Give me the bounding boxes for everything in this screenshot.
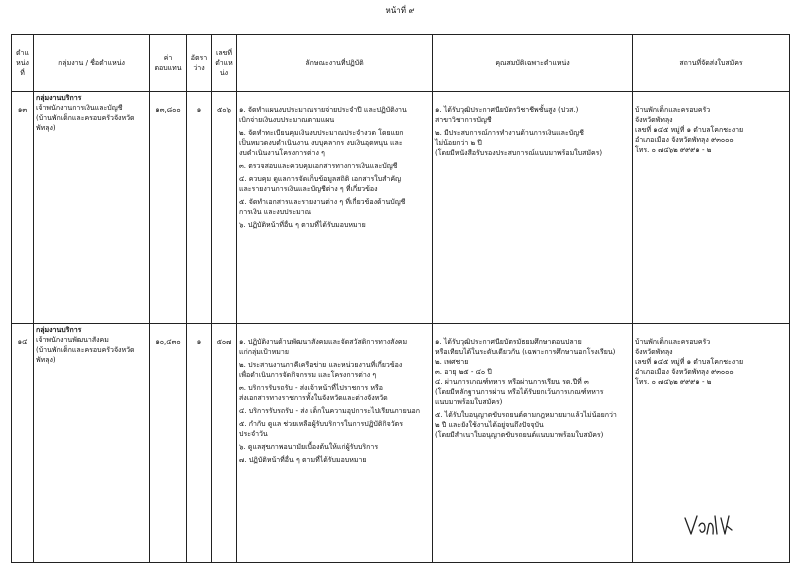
unit-name: (บ้านพักเด็กและครอบครัวจังหวัดพัทลุง) [36, 346, 135, 364]
duty-line: การเงิน และงบประมาณ [239, 208, 312, 216]
header-duties: ลักษณะงานที่ปฏิบัติ [237, 35, 433, 92]
table-row [12, 92, 790, 324]
quota-value: ๑ [196, 106, 202, 114]
header-quota: อัตราว่าง [187, 35, 212, 92]
duty-line: ๑. จัดทำแผนงบประมาณรายจ่ายประจำปี และปฏิบัติงาน [239, 106, 407, 114]
qualification-line: ๒. เพศชาย [435, 358, 469, 366]
salary-value: ๑๐,๔๓๐ [155, 338, 181, 346]
row-index-value: ๑๔ [17, 338, 28, 346]
duty-line: ๕. จัดทำเอกสารและรายงานต่าง ๆ ที่เกี่ยวข้องด้านบัญชี [239, 198, 406, 206]
address-line: จังหวัดพัทลุง [635, 116, 673, 124]
qualification-line: ๑. ได้รับวุฒิประกาศนียบัตรวิชาชีพชั้นสูง (ปวส.) [435, 106, 579, 114]
duty-line: เป็นหมวดงบดำเนินงาน งบบุคลากร งบเงินอุดหนุน และ [239, 139, 403, 147]
duty-line: แก่กลุ่มเป้าหมาย [239, 348, 289, 356]
address-line: อำเภอเมือง จังหวัดพัทลุง ๙๓๐๐๐ [635, 136, 734, 144]
position-no-value: ๕๐๗ [216, 338, 232, 346]
row-qualifications [433, 324, 633, 563]
duty-line: งบดำเนินงานโครงการต่าง ๆ [239, 149, 325, 157]
phone-line: โทร. ๐ ๗๔๖๒ ๙๙๙๑ - ๒ [635, 146, 712, 154]
qualification-line: สาขาวิชาการบัญชี [435, 116, 492, 124]
row-index-value: ๑๓ [17, 106, 28, 114]
qualification-line: ไม่น้อยกว่า ๒ ปี [435, 139, 482, 147]
qualification-line: แนบมาพร้อมใบสมัคร) [435, 398, 503, 406]
qualification-line: ๕. ได้รับใบอนุญาตขับรถยนต์ตามกฎหมายมาแล้วไม่น้อยกว่า [435, 411, 617, 419]
qualification-line: หรือเทียบได้ในระดับเดียวกัน (เฉพาะการศึกษานอกโรงเรียน) [435, 348, 616, 356]
row-salary [150, 324, 187, 563]
address-line: จังหวัดพัทลุง [635, 348, 673, 356]
row-group-position [34, 92, 150, 324]
row-quota [187, 92, 212, 324]
table-header-row [12, 35, 790, 92]
qualification-line: ๓. อายุ ๒๕ - ๔๐ ปี [435, 368, 492, 376]
qualification-line: (โดยมีหนังสือรับรองประสบการณ์แนบมาพร้อมใบสมัคร) [435, 149, 603, 157]
phone-line: โทร. ๐ ๗๔๖๒ ๙๙๙๑ - ๒ [635, 378, 712, 386]
duty-line: ๖. ดูแลสุขภาพอนามัยเบื้องต้นให้แก่ผู้รับบริการ [239, 443, 379, 451]
handwritten-signature [683, 512, 733, 538]
position-name: เจ้าพนักงานการเงินและบัญชี [36, 104, 123, 112]
duty-line: ๖. ปฏิบัติหน้าที่อื่น ๆ ตามที่ได้รับมอบหมาย [239, 221, 366, 229]
row-position-no [212, 92, 237, 324]
group-name: กลุ่มงานบริการ [36, 326, 82, 334]
duty-line: และรายงานการเงินและบัญชีต่าง ๆ ที่เกี่ยวข้อง [239, 185, 378, 193]
duty-line: ๕. กำกับ ดูแล ช่วยเหลือผู้รับบริการในการปฏิบัติกิจวัตร [239, 420, 403, 428]
duty-line: ๗. ปฏิบัติหน้าที่อื่น ๆ ตามที่ได้รับมอบหมาย [239, 456, 367, 464]
header-application-place: สถานที่จัดส่งใบสมัคร [633, 35, 790, 92]
duty-line: ๒. จัดทำทะเบียนคุมเงินงบประมาณประจำงวด โดยแยก [239, 129, 404, 137]
address-line: บ้านพักเด็กและครอบครัว [635, 338, 711, 346]
row-salary [150, 92, 187, 324]
qualification-line: ๑. ได้รับวุฒิประกาศนียบัตรมัธยมศึกษาตอนปลาย [435, 338, 582, 346]
group-name: กลุ่มงานบริการ [36, 94, 82, 102]
duty-line: ๒. ประสานงานภาคีเครือข่าย และหน่วยงานที่เกี่ยวข้อง [239, 361, 403, 369]
row-application-place [633, 92, 790, 324]
qualification-line: ๒ ปี และยังใช้งานได้อยู่จนถึงปัจจุบัน [435, 421, 544, 429]
header-index: ตำแหน่งที่ [12, 35, 34, 92]
row-position-no [212, 324, 237, 563]
qualification-line: ๔. ผ่านการเกณฑ์ทหาร หรือผ่านการเรียน รด.ปีที่ ๓ [435, 378, 589, 386]
address-line: บ้านพักเด็กและครอบครัว [635, 106, 711, 114]
salary-value: ๑๓,๘๐๐ [155, 106, 181, 114]
positions-table [11, 34, 790, 563]
quota-value: ๑ [196, 338, 202, 346]
row-duties [237, 324, 433, 563]
qualification-line: ๒. มีประสบการณ์การทำงานด้านการเงินและบัญชี [435, 129, 584, 137]
duty-line: ๓. ตรวจสอบและควบคุมเอกสารทางการเงินและบัญชี [239, 162, 398, 170]
unit-name: (บ้านพักเด็กและครอบครัวจังหวัดพัทลุง) [36, 114, 135, 132]
row-index [12, 324, 34, 563]
qualification-line: (โดยมีหลักฐานการผ่าน หรือได้รับยกเว้นการเกณฑ์ทหาร [435, 388, 604, 396]
address-line: อำเภอเมือง จังหวัดพัทลุง ๙๓๐๐๐ [635, 368, 734, 376]
header-position-no: เลขที่ตำแหน่ง [212, 35, 237, 92]
table-row [12, 324, 790, 563]
duty-line: ๑. ปฏิบัติงานด้านพัฒนาสังคมและจัดสวัสดิการทางสังคม [239, 338, 408, 346]
qualification-line: (โดยมีสำเนาใบอนุญาตขับรถยนต์แนบมาพร้อมใบสมัคร) [435, 431, 604, 439]
duty-line: ๔. ควบคุม ดูแลการจัดเก็บข้อมูลสถิติ เอกสารใบสำคัญ [239, 175, 402, 183]
row-qualifications [433, 92, 633, 324]
row-group-position [34, 324, 150, 563]
position-no-value: ๕๐๖ [216, 106, 231, 114]
row-index [12, 92, 34, 324]
duty-line: ประจำวัน [239, 430, 268, 438]
address-line: เลขที่ ๑๔๕ หมู่ที่ ๑ ตำบลโคกชะงาย [635, 126, 744, 134]
header-qualifications: คุณสมบัติเฉพาะตำแหน่ง [433, 35, 633, 92]
duty-line: ๔. บริการรับรถรับ - ส่ง เด็กในความอุปการะไปเรียนภายนอก [239, 407, 420, 415]
duty-line: ส่งเอกสารทางราชการทั้งในจังหวัดและต่างจังหวัด [239, 394, 388, 402]
address-line: เลขที่ ๑๔๕ หมู่ที่ ๑ ตำบลโคกชะงาย [635, 358, 744, 366]
duty-line: เบิกจ่ายเงินงบประมาณตามแผน [239, 116, 335, 124]
duty-line: ๓. บริการรับรถรับ - ส่งเจ้าหน้าที่ไปราชการ หรือ [239, 384, 383, 392]
position-name: เจ้าพนักงานพัฒนาสังคม [36, 336, 109, 344]
page-number: หน้าที่ ๙ [385, 6, 415, 15]
duty-line: เพื่อดำเนินการจัดกิจกรรม และโครงการต่าง ๆ [239, 371, 377, 379]
header-group-position: กลุ่มงาน / ชื่อตำแหน่ง [34, 35, 150, 92]
header-salary: ค่าตอบแทน [150, 35, 187, 92]
row-duties [237, 92, 433, 324]
row-quota [187, 324, 212, 563]
